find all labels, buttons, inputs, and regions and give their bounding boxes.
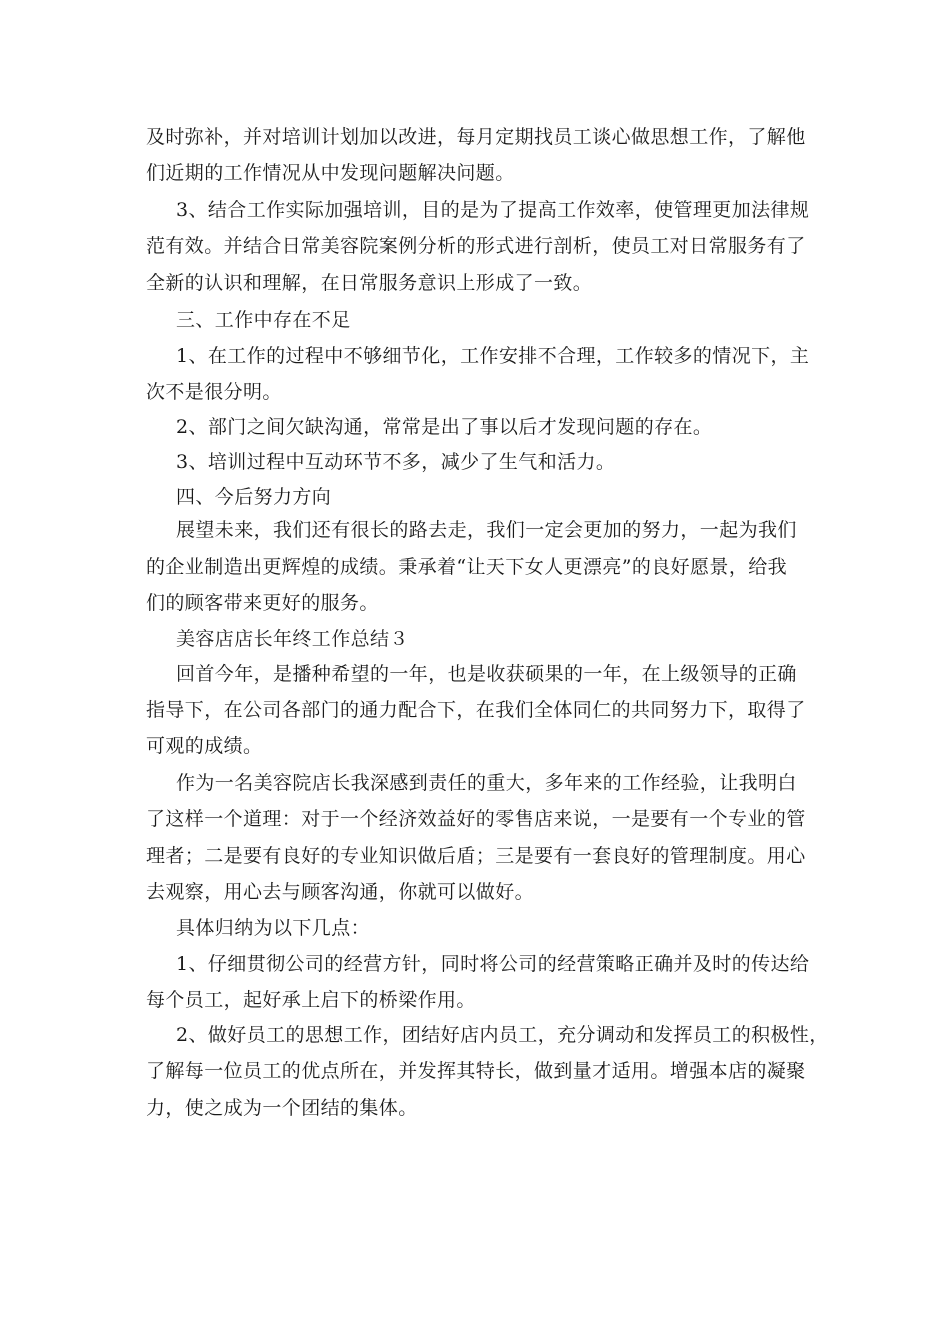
text-line: 指导下，在公司各部门的通力配合下，在我们全体同仁的共同努力下，取得了 <box>146 699 806 721</box>
text-line: 2、做好员工的思想工作，团结好店内员工，充分调动和发挥员工的积极性， <box>176 1024 829 1046</box>
article-title: 美容店店长年终工作总结３ <box>176 628 409 650</box>
text-line: 具体归纳为以下几点： <box>176 917 371 939</box>
text-line: 展望未来，我们还有很长的路去走，我们一定会更加的努力，一起为我们 <box>176 519 797 541</box>
text-line: 了这样一个道理：对于一个经济效益好的零售店来说，一是要有一个专业的管 <box>146 808 806 830</box>
text-line: 可观的成绩。 <box>146 735 263 757</box>
text-line: 作为一名美容院店长我深感到责任的重大，多年来的工作经验，让我明白 <box>176 772 797 794</box>
text-line: 了解每一位员工的优点所在，并发挥其特长，做到量才适用。增强本店的凝聚 <box>146 1060 806 1082</box>
text-line: 每个员工，起好承上启下的桥梁作用。 <box>146 989 476 1011</box>
text-line: 全新的认识和理解，在日常服务意识上形成了一致。 <box>146 272 593 294</box>
text-line: 范有效。并结合日常美容院案例分析的形式进行剖析，使员工对日常服务有了 <box>146 235 806 257</box>
text-line: 回首今年，是播种希望的一年，也是收获硕果的一年，在上级领导的正确 <box>176 663 797 685</box>
text-line: 2、部门之间欠缺沟通，常常是出了事以后才发现问题的存在。 <box>176 416 713 438</box>
text-line: 1、在工作的过程中不够细节化，工作安排不合理，工作较多的情况下，主 <box>176 345 810 367</box>
text-line: 理者；二是要有良好的专业知识做后盾；三是要有一套良好的管理制度。用心 <box>146 845 806 867</box>
text-line: 力，使之成为一个团结的集体。 <box>146 1097 418 1119</box>
text-line: 3、培训过程中互动环节不多，减少了生气和活力。 <box>176 451 616 473</box>
text-line: 的企业制造出更辉煌的成绩。秉承着“让天下女人更漂亮”的良好愿景，给我 <box>146 556 788 578</box>
text-line: 去观察，用心去与顾客沟通，你就可以做好。 <box>146 881 535 903</box>
text-line: 次不是很分明。 <box>146 381 282 403</box>
text-line: 1、仔细贯彻公司的经营方针，同时将公司的经营策略正确并及时的传达给 <box>176 953 810 975</box>
text-line: 们近期的工作情况从中发现问题解决问题。 <box>146 162 515 184</box>
text-line: 3、结合工作实际加强培训，目的是为了提高工作效率，使管理更加法律规 <box>176 199 810 221</box>
text-line: 们的顾客带来更好的服务。 <box>146 592 379 614</box>
text-line: 及时弥补，并对培训计划加以改进，每月定期找员工谈心做思想工作，了解他 <box>146 126 806 148</box>
section-heading: 四、今后努力方向 <box>176 486 332 508</box>
section-heading: 三、工作中存在不足 <box>176 309 351 331</box>
